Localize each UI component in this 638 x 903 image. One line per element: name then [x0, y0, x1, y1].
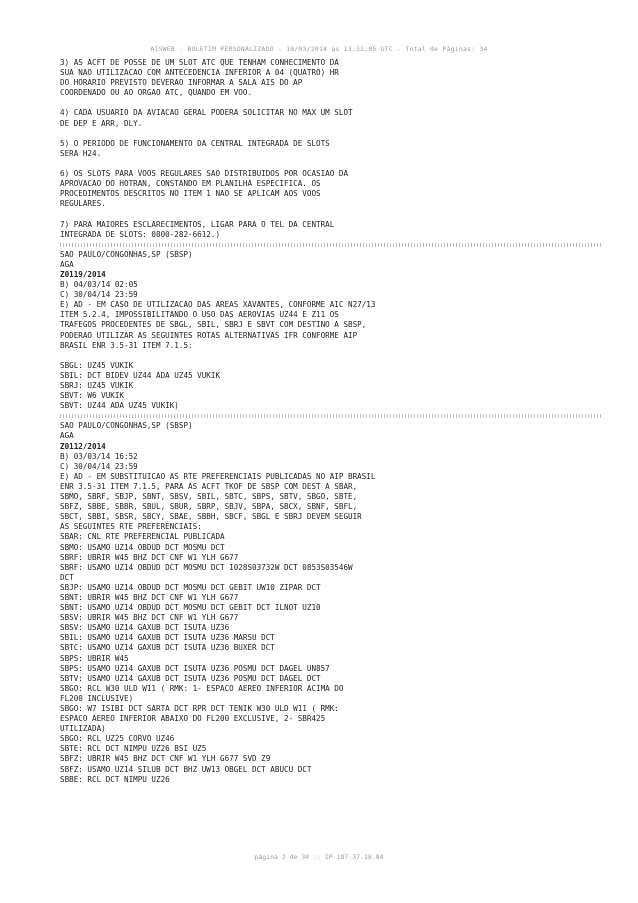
blank-line — [60, 209, 600, 219]
notam-separator — [60, 411, 600, 421]
text-line: SBRF: USAMO UZ14 OBDUD DCT MOSMU DCT 1028S03732W DCT 0853S03546W — [60, 562, 353, 572]
text-line: SBGO: RCL W30 ULD W11 ( RMK: 1- ESPACO AEREO INFERIOR ACIMA DO — [60, 683, 344, 693]
text-line: SBPS: UBRIR W45 — [60, 653, 129, 663]
blank-line — [60, 351, 600, 361]
text-line: SBVT: W6 VUKIK — [60, 391, 125, 401]
text-line: PROCEDIMENTOS DESCRITOS NO ITEM 1 NAO SE APLICAM AOS VOOS — [60, 189, 321, 199]
text-line: PODERAO UTILIZAR AS SEGUINTES ROTAS ALTERNATIVAS IFR CONFORME AIP — [60, 330, 358, 340]
text-line: 6) OS SLOTS PARA VOOS REGULARES SAO DISTRIBUIDOS POR OCASIAO DA — [60, 169, 349, 179]
text-line: AS SEGUINTES RTE PREFERENCIAIS: — [60, 522, 202, 532]
text-line: SBNT: UBRIR W45 BHZ DCT CNF W1 YLH G677 — [60, 592, 239, 602]
text-line: SAO PAULO/CONGONHAS,SP (SBSP) — [60, 421, 193, 431]
text-line: SUA NAO UTILIZACAO COM ANTECEDENCIA INFERIOR A 04 (QUATRO) HR — [60, 68, 339, 78]
text-line: 4) CADA USUARIO DA AVIACAO GERAL PODERA SOLICITAR NO MAX UM SLOT — [60, 108, 353, 118]
text-line: SERA H24. — [60, 148, 102, 158]
blank-line — [60, 129, 600, 139]
page-footer: página 2 de 34 :: IP 187.37.18.84 — [254, 853, 384, 861]
text-line: 7) PARA MAIORES ESCLARECIMENTOS, LIGAR PARA O TEL DA CENTRAL — [60, 219, 335, 229]
text-line: SBNT: USAMO UZ14 OBDUD DCT MOSMU DCT GEBIT DCT ILNOT UZ10 — [60, 603, 321, 613]
text-line: REGULARES. — [60, 199, 106, 209]
notam-separator — [60, 240, 600, 250]
text-line: B) 04/03/14 02:05 — [60, 280, 138, 290]
text-line: C) 30/04/14 23:59 — [60, 461, 138, 471]
text-line: E) AD - EM SUBSTITUICAO AS RTE PREFERENCIAIS PUBLICADAS NO AIP BRASIL — [60, 471, 376, 481]
text-line: ITEM 5.2.4, IMPOSSIBILITANDO O USO DAS AEROVIAS UZ44 E Z11 OS — [60, 310, 339, 320]
text-line: B) 03/03/14 16:52 — [60, 451, 138, 461]
text-line: ENR 3.5-31 ITEM 7.1.5, PARA AS ACFT TKOF DE SBSP COM DEST A SBAR, — [60, 481, 358, 491]
text-line: SBAR: CNL RTE PREFERENCIAL PUBLICADA — [60, 532, 225, 542]
text-line: DE DEP E ARR, DLY. — [60, 118, 143, 128]
text-line: INTEGRADA DE SLOTS: 0800-282-6612.) — [60, 229, 221, 239]
text-line: UTILIZADA) — [60, 724, 106, 734]
blank-line — [60, 98, 600, 108]
text-line: SBJP: USAMO UZ14 OBDUD DCT MOSMU DCT GEBIT UW10 ZIPAR DCT — [60, 582, 321, 592]
text-line: SBIL: USAMO UZ14 GAXUB DCT ISUTA UZ36 MARSU DCT — [60, 633, 275, 643]
text-line: COORDENADO OU AO ORGAO ATC, QUANDO EM VOO. — [60, 88, 253, 98]
text-line: SBMO, SBRF, SBJP, SBNT, SBSV, SBIL, SBTC, SBPS, SBTV, SBGO, SBTE, — [60, 492, 358, 502]
text-line: FL200 INCLUSIVE) — [60, 693, 134, 703]
text-line: AGA — [60, 259, 74, 269]
text-line: SBIL: DCT BIDEV UZ44 ADA UZ45 VUKIK — [60, 370, 221, 380]
notam-bulletin-body — [60, 58, 600, 785]
text-line: E) AD - EM CASO DE UTILIZACAO DAS AREAS XAVANTES, CONFORME AIC N27/13 — [60, 300, 376, 310]
blank-line — [60, 159, 600, 169]
text-line: SBMO: USAMO UZ14 OBDUD DCT MOSMU DCT — [60, 542, 225, 552]
text-line: 5) O PERIODO DE FUNCIONAMENTO DA CENTRAL INTEGRADA DE SLOTS — [60, 138, 330, 148]
text-line: SBSV: USAMO UZ14 GAXUB DCT ISUTA UZ36 — [60, 623, 230, 633]
text-line: DO HORARIO PREVISTO DEVERAO INFORMAR A SALA AIS DO AP — [60, 78, 303, 88]
text-line: SBGL: UZ45 VUKIK — [60, 360, 134, 370]
text-line: SBGO: RCL UZ25 CORVO UZ46 — [60, 734, 175, 744]
text-line: DCT — [60, 572, 74, 582]
text-line: ESPACO AEREO INFERIOR ABAIXO DO FL200 EXCLUSIVE, 2- SBR425 — [60, 714, 326, 724]
notam-id: Z0112/2014 — [60, 441, 106, 451]
text-line: SBVT: UZ44 ADA UZ45 VUKIK) — [60, 401, 179, 411]
text-line: APROVACAO DO HOTRAN, CONSTANDO EM PLANILHA ESPECIFICA. OS — [60, 179, 321, 189]
text-line: SBRJ: UZ45 VUKIK — [60, 381, 134, 390]
text-line: AGA — [60, 431, 74, 441]
text-line: SBBE: RCL DCT NIMPU UZ26 — [60, 774, 170, 784]
text-line: SAO PAULO/CONGONHAS,SP (SBSP) — [60, 249, 193, 259]
text-line: BRASIL ENR 3.5-31 ITEM 7.1.5: — [60, 340, 193, 350]
text-line: SBTE: RCL DCT NIMPU UZ26 BSI UZ5 — [60, 744, 207, 754]
text-line: SBCT, SBBI, SBSR, SBCY, SBAE, SBBH, SBCF, SBGL E SBRJ DEVEM SEGUIR — [60, 512, 362, 522]
notam-id: Z0119/2014 — [60, 269, 106, 279]
text-line: SBSV: UBRIR W45 BHZ DCT CNF W1 YLH G677 — [60, 613, 239, 623]
text-line: SBRF: UBRIR W45 BHZ DCT CNF W1 YLH G677 — [60, 552, 239, 562]
text-line: SBTC: USAMO UZ14 GAXUB DCT ISUTA UZ36 BUXER DCT — [60, 643, 275, 653]
page-header: AISWEB - BOLETIM PERSONALIZADO - 18/03/2014 as 13:32:05 UTC - Total de Páginas: 34 — [150, 45, 488, 53]
text-line: SBFZ: USAMO UZ14 SILUB DCT BHZ UW13 OBGEL DCT ABUCU DCT — [60, 764, 312, 774]
text-line: 3) AS ACFT DE POSSE DE UM SLOT ATC QUE TENHAM CONHECIMENTO DA — [60, 58, 339, 67]
text-line: SBFZ: UBRIR W45 BHZ DCT CNF W1 YLH G677 SVD Z9 — [60, 754, 271, 764]
text-line: SBGO: W7 ISIBI DCT SARTA DCT RPR DCT TENIK W30 ULD W11 ( RMK: — [60, 704, 339, 713]
text-line: SBTV: USAMO UZ14 GAXUB DCT ISUTA UZ36 POSMU DCT DAGEL DCT — [60, 673, 321, 683]
text-line: C) 30/04/14 23:59 — [60, 290, 138, 300]
text-line: SBFZ, SBBE, SBBR, SBUL, SBUR, SBRP, SBJV, SBPA, SBCX, SBNF, SBFL, — [60, 502, 358, 512]
text-line: SBPS: USAMO UZ14 GAXUB DCT ISUTA UZ36 POSMU DCT DAGEL UN857 — [60, 663, 330, 673]
text-line: TRAFEGOS PROCEDENTES DE SBGL, SBIL, SBRJ E SBVT COM DESTINO A SBSP, — [60, 320, 367, 330]
